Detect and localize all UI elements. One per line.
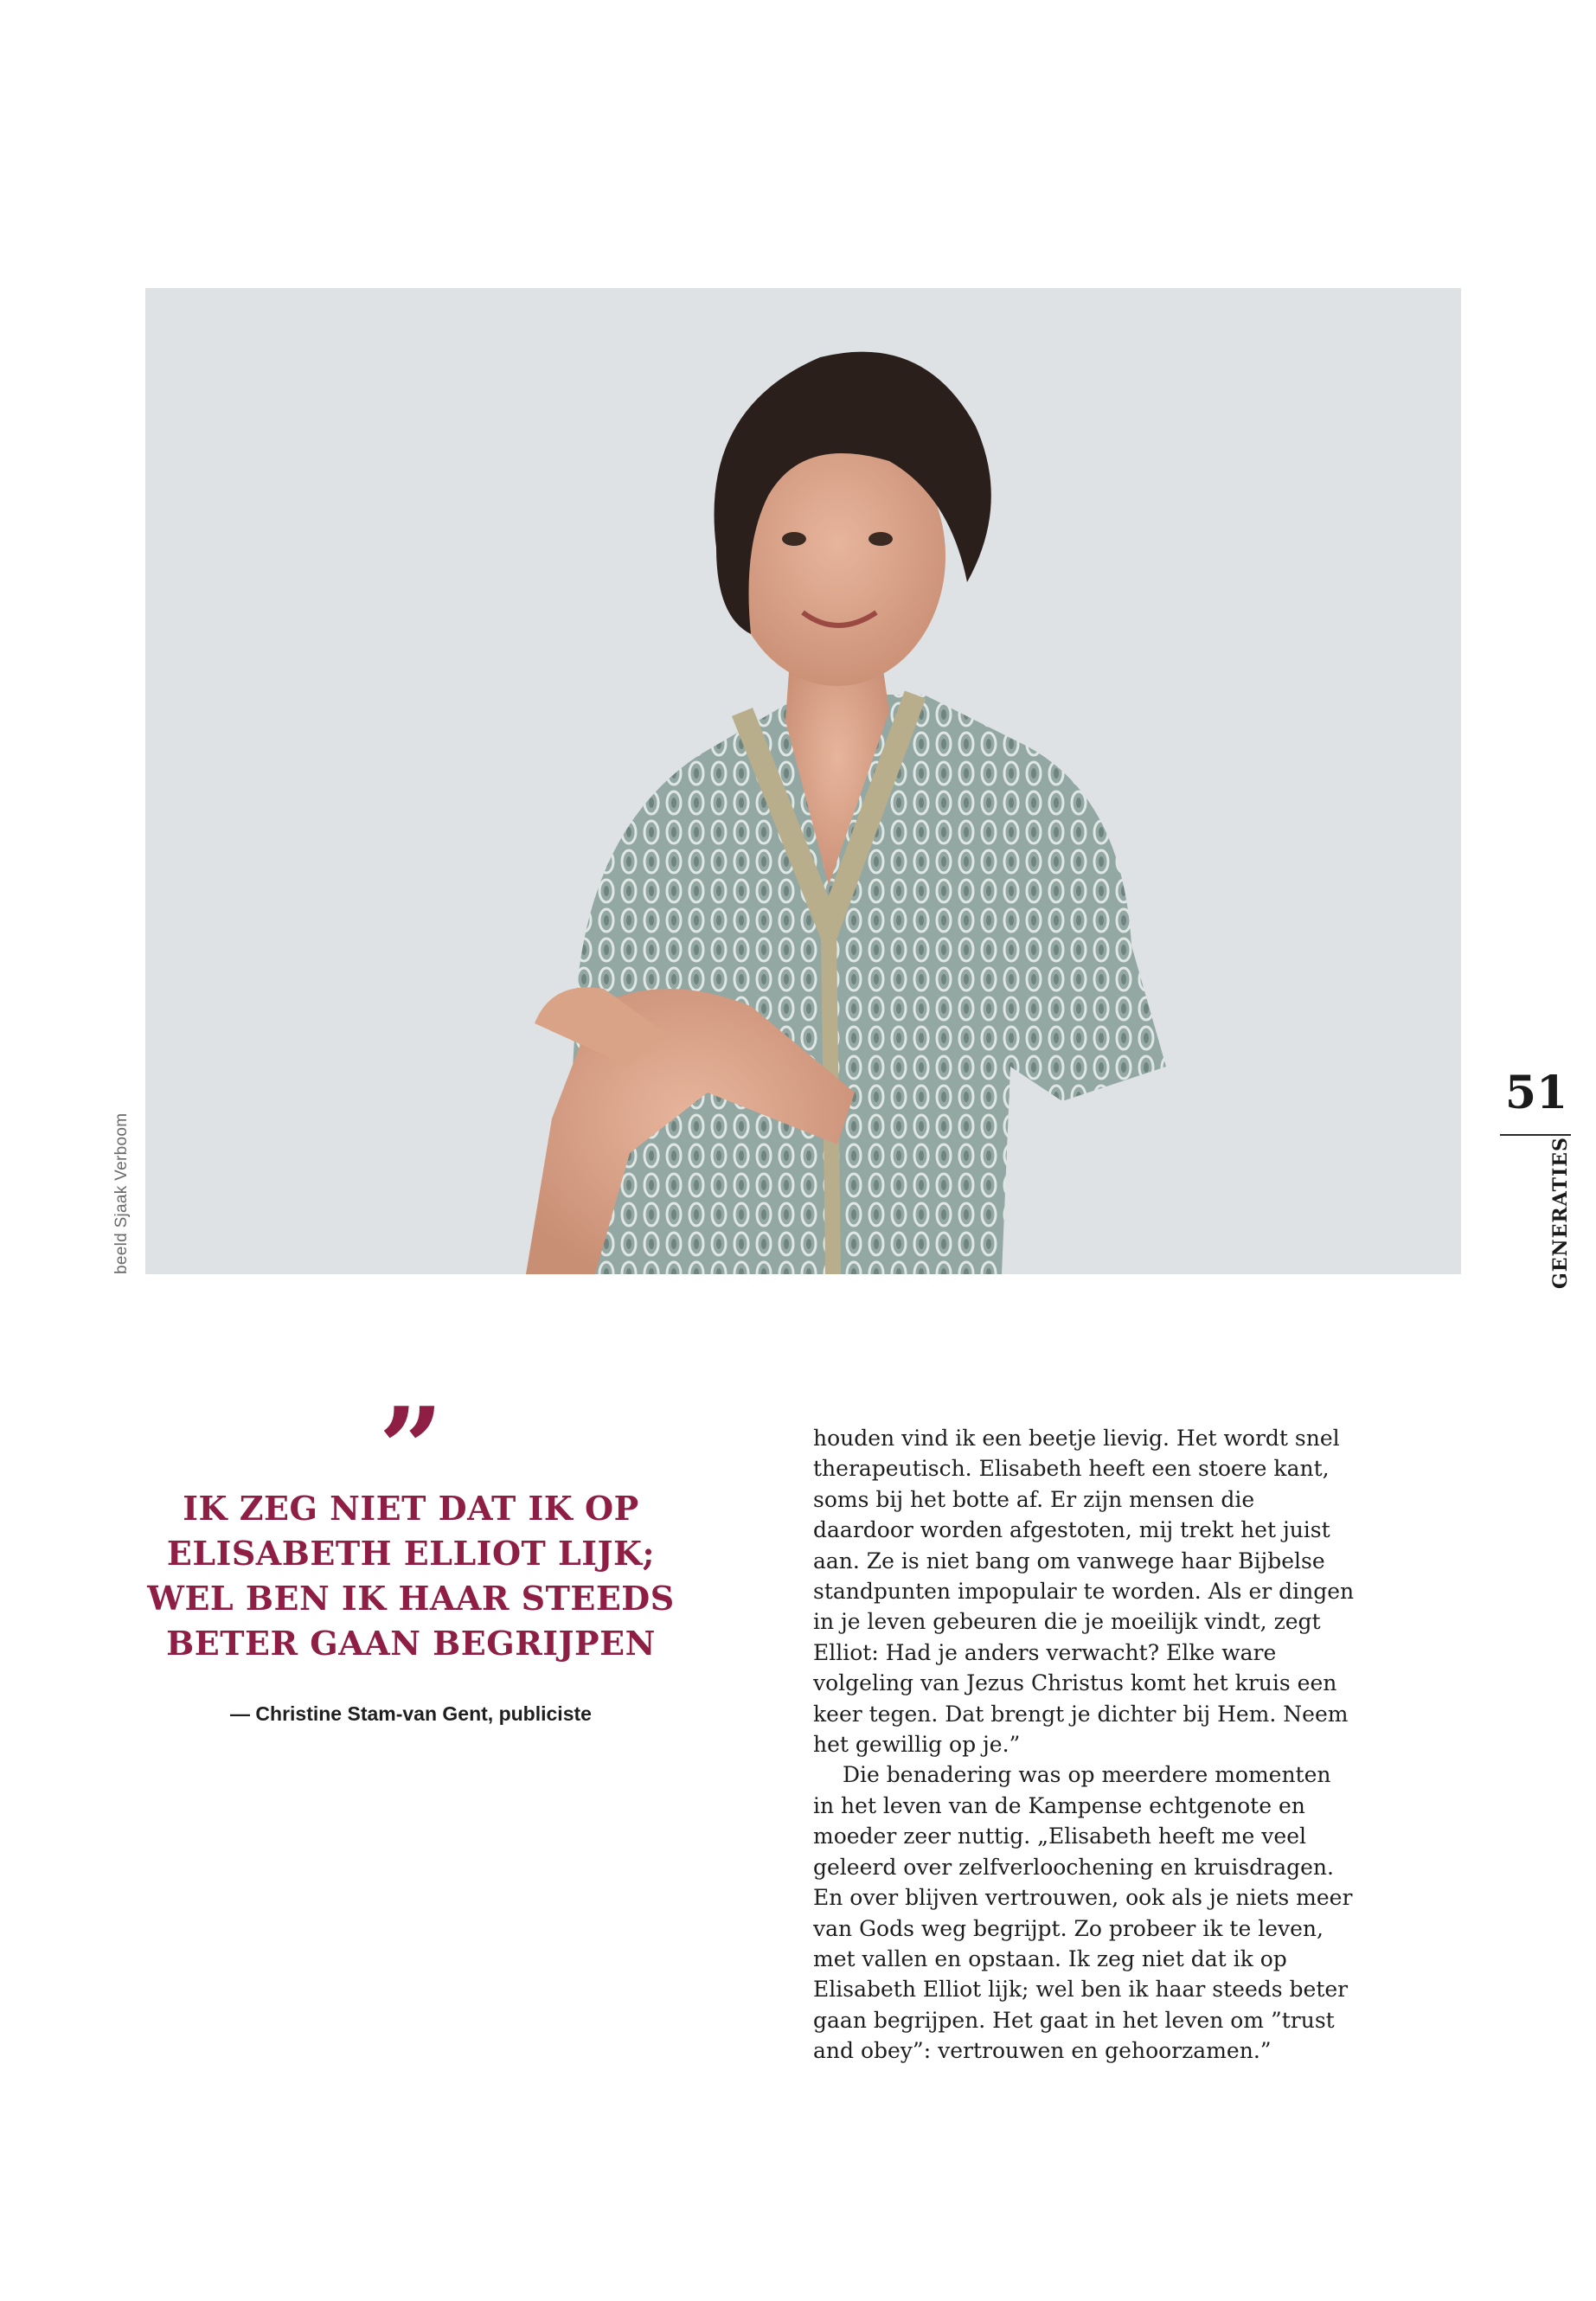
portrait-illustration bbox=[145, 288, 1461, 1274]
photo-credit: beeld Sjaak Verboom bbox=[112, 1112, 131, 1274]
body-paragraph: houden vind ik een beetje lievig. Het wordt snel therapeutisch. Elisabeth heeft een stoere kant, soms bij het botte af. Er zijn mensen die daardoor worden afgestoten, mij trekt het juist aan. Ze is niet bang om vanwege haar Bijbelse standpunten impopulair te worden. Als er dingen in je leven gebeuren die je moeilijk vindt, zegt Elliot: Had je anders verwacht? Elke ware volgeling van Jezus Christus komt het kruis een keer tegen. Dat brengt je dichter bij Hem. Neem het gewillig op je.” bbox=[813, 1426, 1355, 1758]
pull-quote: IK ZEG NIET DAT IK OP ELISABETH ELLIOT LIJK; WEL BEN IK HAAR STEEDS BETER GAAN BEGRIJPEN bbox=[147, 1489, 675, 1663]
body-paragraph: Die benadering was op meerdere momenten in het leven van de Kampense echtgenote en moeder zeer nuttig. „Elisabeth heeft me veel geleerd over zelfverloochening en kruisdragen. En over blijven vertrouwen, ook als je niets meer van Gods weg begrijpt. Zo probeer ik te leven, met vallen en opstaan. Ik zeg niet dat ik op Elisabeth Elliot lijk; wel ben ik haar steeds beter gaan begrijpen. Het gaat in het leven om ”trust and obey”: vertrouwen en gehoorzamen.” bbox=[813, 1762, 1353, 2064]
page-number: 51 bbox=[1504, 1067, 1568, 1119]
article-body bbox=[813, 1423, 1358, 2067]
page-number-rule bbox=[1500, 1134, 1571, 1136]
portrait-photo bbox=[145, 288, 1461, 1274]
quote-mark-icon: ” bbox=[378, 1382, 444, 1515]
section-label: GENERATIES bbox=[1549, 1137, 1572, 1289]
pull-quote-attribution: — Christine Stam-van Gent, publiciste bbox=[230, 1702, 592, 1725]
